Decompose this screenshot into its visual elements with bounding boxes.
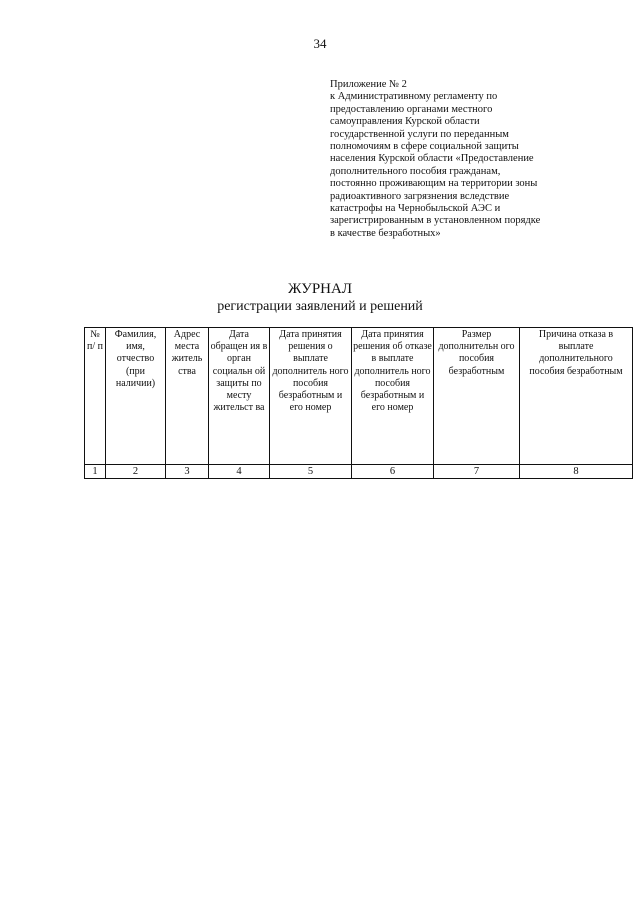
column-header-payment-decision: Дата принятия решения о выплате дополнитель ного пособия безработным и его номер bbox=[270, 328, 352, 465]
column-header-refusal-decision: Дата принятия решения об отказе в выплате дополнитель ного пособия безработным и его номер bbox=[352, 328, 434, 465]
appendix-line: катастрофы на Чернобыльской АЭС и bbox=[330, 203, 501, 215]
column-number-cell: 5 bbox=[270, 465, 352, 479]
journal-table bbox=[84, 327, 633, 479]
appendix-line: зарегистрированным в установленном порядке bbox=[330, 215, 541, 227]
appendix-line: постоянно проживающим на территории зоны bbox=[330, 178, 538, 190]
appendix-line: предоставлению органами местного bbox=[330, 103, 493, 115]
column-number-cell: 8 bbox=[520, 465, 633, 479]
column-header-full-name: Фамилия, имя, отчество (при наличии) bbox=[106, 328, 166, 465]
column-number-cell: 6 bbox=[352, 465, 434, 479]
journal-title: ЖУРНАЛ bbox=[287, 281, 353, 297]
column-number-cell: 2 bbox=[106, 465, 166, 479]
appendix-line: полномочиям в сфере социальной защиты bbox=[330, 141, 519, 153]
column-number-cell: 7 bbox=[434, 465, 520, 479]
appendix-line: радиоактивного загрязнения вследствие bbox=[330, 190, 510, 202]
appendix-line: дополнительного пособия гражданам, bbox=[330, 165, 501, 177]
column-number-cell: 4 bbox=[209, 465, 270, 479]
appendix-line: населения Курской области «Предоставление bbox=[330, 153, 534, 165]
appendix-line: в качестве безработных» bbox=[330, 227, 441, 239]
appendix-line: к Административному регламенту по bbox=[330, 91, 498, 103]
appendix-note bbox=[330, 79, 580, 240]
column-header-application-date: Дата обращен ия в орган социальн ой защиты по месту жительст ва bbox=[209, 328, 270, 465]
journal-subtitle: регистрации заявлений и решений bbox=[217, 299, 423, 314]
column-header-number: № п/ п bbox=[85, 328, 106, 465]
appendix-line: государственной услуги по переданным bbox=[330, 128, 509, 140]
table-number-row bbox=[85, 465, 633, 479]
column-number-cell: 3 bbox=[166, 465, 209, 479]
appendix-line: самоуправления Курской области bbox=[330, 116, 480, 128]
page-number: 34 bbox=[313, 36, 327, 51]
column-header-address: Адрес места житель ства bbox=[166, 328, 209, 465]
column-number-cell: 1 bbox=[85, 465, 106, 479]
column-header-benefit-amount: Размер дополнительн ого пособия безработным bbox=[434, 328, 520, 465]
table-header-row bbox=[85, 328, 633, 465]
column-header-refusal-reason: Причина отказа в выплате дополнительного пособия безработным bbox=[520, 328, 633, 465]
appendix-line: Приложение № 2 bbox=[330, 79, 407, 90]
